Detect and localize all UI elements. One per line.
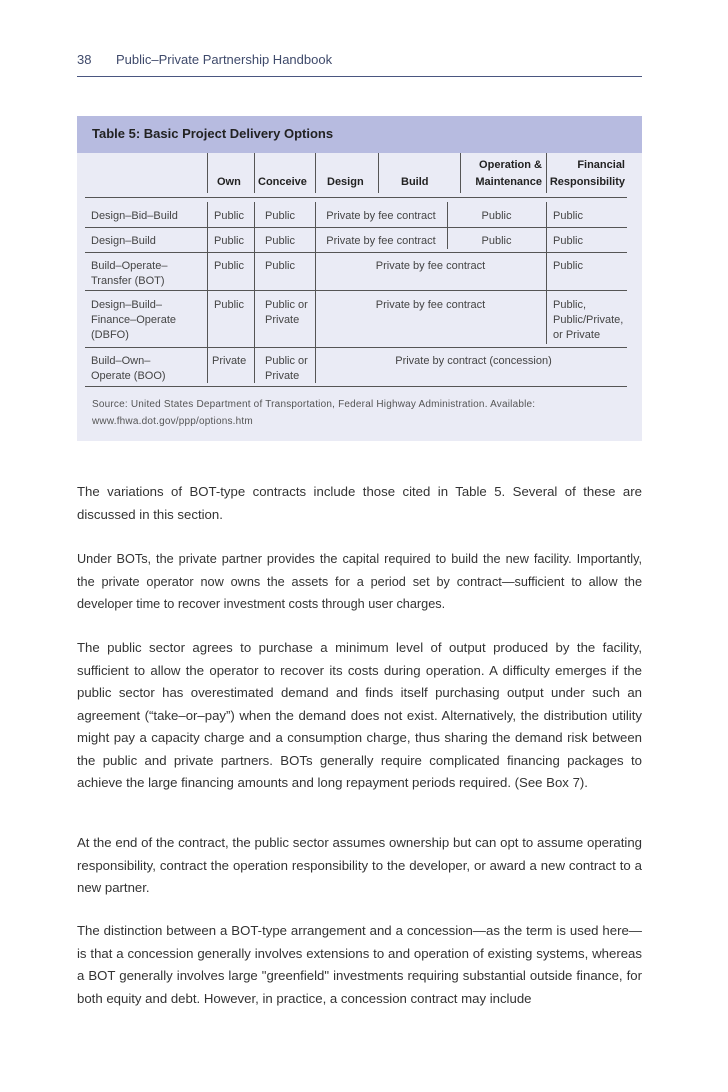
running-title: Public–Private Partnership Handbook bbox=[116, 52, 333, 67]
header-divider bbox=[378, 153, 379, 193]
row1-own: Public bbox=[214, 210, 244, 222]
row5-design-to-fin: Private by contract (concession) bbox=[395, 355, 552, 367]
col-design: Design bbox=[327, 176, 364, 188]
col-om-line2: Maintenance bbox=[475, 176, 542, 188]
row-rule bbox=[85, 197, 627, 198]
header-rule bbox=[77, 76, 642, 77]
row1-om: Public bbox=[481, 210, 512, 222]
header-divider bbox=[254, 153, 255, 193]
col-fin-line2: Responsibility bbox=[549, 176, 625, 188]
column-divider bbox=[254, 202, 255, 383]
row3-own: Public bbox=[214, 260, 244, 272]
row1-design-build: Private by fee contract bbox=[326, 210, 436, 222]
row4-design-to-om: Private by fee contract bbox=[375, 299, 486, 311]
row3-option-line1: Build–Operate– bbox=[91, 260, 168, 272]
row2-own: Public bbox=[214, 235, 244, 247]
paragraph-5: The distinction between a BOT-type arrangement and a concession—as the term is used here—is that a concession generally involves extensions to and operation of existing systems, whereas a BOT generally involves large "greenfield" investments requiring substantial outside finance, for both equity and debt. However, in practice, a concession contract may include bbox=[77, 923, 642, 1006]
table-source: Source: United States Department of Transportation, Federal Highway Administration. Available: www.fhwa.dot.gov/ppp/options.htm bbox=[92, 399, 536, 427]
col-own: Own bbox=[217, 176, 241, 188]
col-om-line1: Operation & bbox=[479, 159, 542, 171]
table-caption-bar bbox=[77, 116, 642, 153]
row3-design-to-om: Private by fee contract bbox=[375, 260, 486, 272]
header-divider bbox=[315, 153, 316, 193]
row4-option-line3: (DBFO) bbox=[91, 329, 129, 341]
paragraph-4: At the end of the contract, the public sector assumes ownership but can opt to assume operating responsibility, contract the operation responsibility to the developer, or award a new contract to a new partner. bbox=[77, 835, 642, 895]
row1-financial: Public bbox=[553, 210, 583, 222]
row5-option-line1: Build–Own– bbox=[91, 355, 151, 367]
row5-own: Private bbox=[212, 355, 247, 367]
row1-option: Design–Bid–Build bbox=[91, 210, 178, 222]
table-caption: Table 5: Basic Project Delivery Options bbox=[92, 126, 334, 141]
row2-conceive: Public bbox=[265, 235, 295, 247]
row-rule bbox=[85, 347, 627, 348]
row-rule bbox=[85, 386, 627, 387]
row4-option-line2: Finance–Operate bbox=[91, 314, 176, 326]
row4-financial-line3: or Private bbox=[553, 329, 601, 341]
col-fin-line1: Financial bbox=[577, 159, 625, 171]
header-divider bbox=[460, 153, 461, 193]
col-build: Build bbox=[401, 176, 429, 188]
paragraph-2: Under BOTs, the private partner provides the capital required to build the new facility. Importantly, the private operator now owns the assets for a period set by contract—sufficient to allow the developer time to recover investment costs through user charges. bbox=[77, 552, 642, 611]
column-divider bbox=[207, 202, 208, 383]
col-conceive: Conceive bbox=[258, 176, 307, 188]
row1-conceive: Public bbox=[265, 210, 295, 222]
row3-conceive: Public bbox=[265, 260, 295, 272]
table-5-box bbox=[77, 116, 642, 441]
header-divider bbox=[207, 153, 208, 193]
page-number: 38 bbox=[77, 52, 92, 67]
row2-design-build: Private by fee contract bbox=[326, 235, 436, 247]
row5-option-line2: Operate (BOO) bbox=[91, 370, 166, 382]
row5-conceive-line1: Public or bbox=[265, 355, 308, 367]
row4-financial-line1: Public, bbox=[553, 299, 587, 311]
row5-conceive-line2: Private bbox=[265, 370, 300, 382]
row2-financial: Public bbox=[553, 235, 583, 247]
column-divider bbox=[546, 202, 547, 344]
row3-option-line2: Transfer (BOT) bbox=[91, 275, 165, 287]
row4-financial-line2: Public/Private, bbox=[553, 314, 624, 326]
row4-conceive-line1: Public or bbox=[265, 299, 308, 311]
row4-option-line1: Design–Build– bbox=[91, 299, 162, 311]
row3-financial: Public bbox=[553, 260, 583, 272]
row2-option: Design–Build bbox=[91, 235, 156, 247]
paragraph-1: The variations of BOT-type contracts include those cited in Table 5. Several of these are discussed in this section. bbox=[77, 484, 642, 522]
row2-om: Public bbox=[481, 235, 512, 247]
row4-conceive-line2: Private bbox=[265, 314, 300, 326]
header-divider bbox=[546, 153, 547, 193]
row4-own: Public bbox=[214, 299, 244, 311]
paragraph-3: The public sector agrees to purchase a minimum level of output produced by the facility, sufficient to allow the operator to recover its costs during operation. A difficulty emerges if the public sector has overestimated demand and finds itself purchasing output under such an agreement (“take–or–pay”) when the demand does not exist. Alternatively, the distribution utility might pay a capacity charge and a consumption charge, thus sharing the demand risk between the public and private partners. BOTs generally require complicated financing packages to achieve the large financing amounts and long repayment periods required. (See Box 7). bbox=[77, 640, 642, 790]
